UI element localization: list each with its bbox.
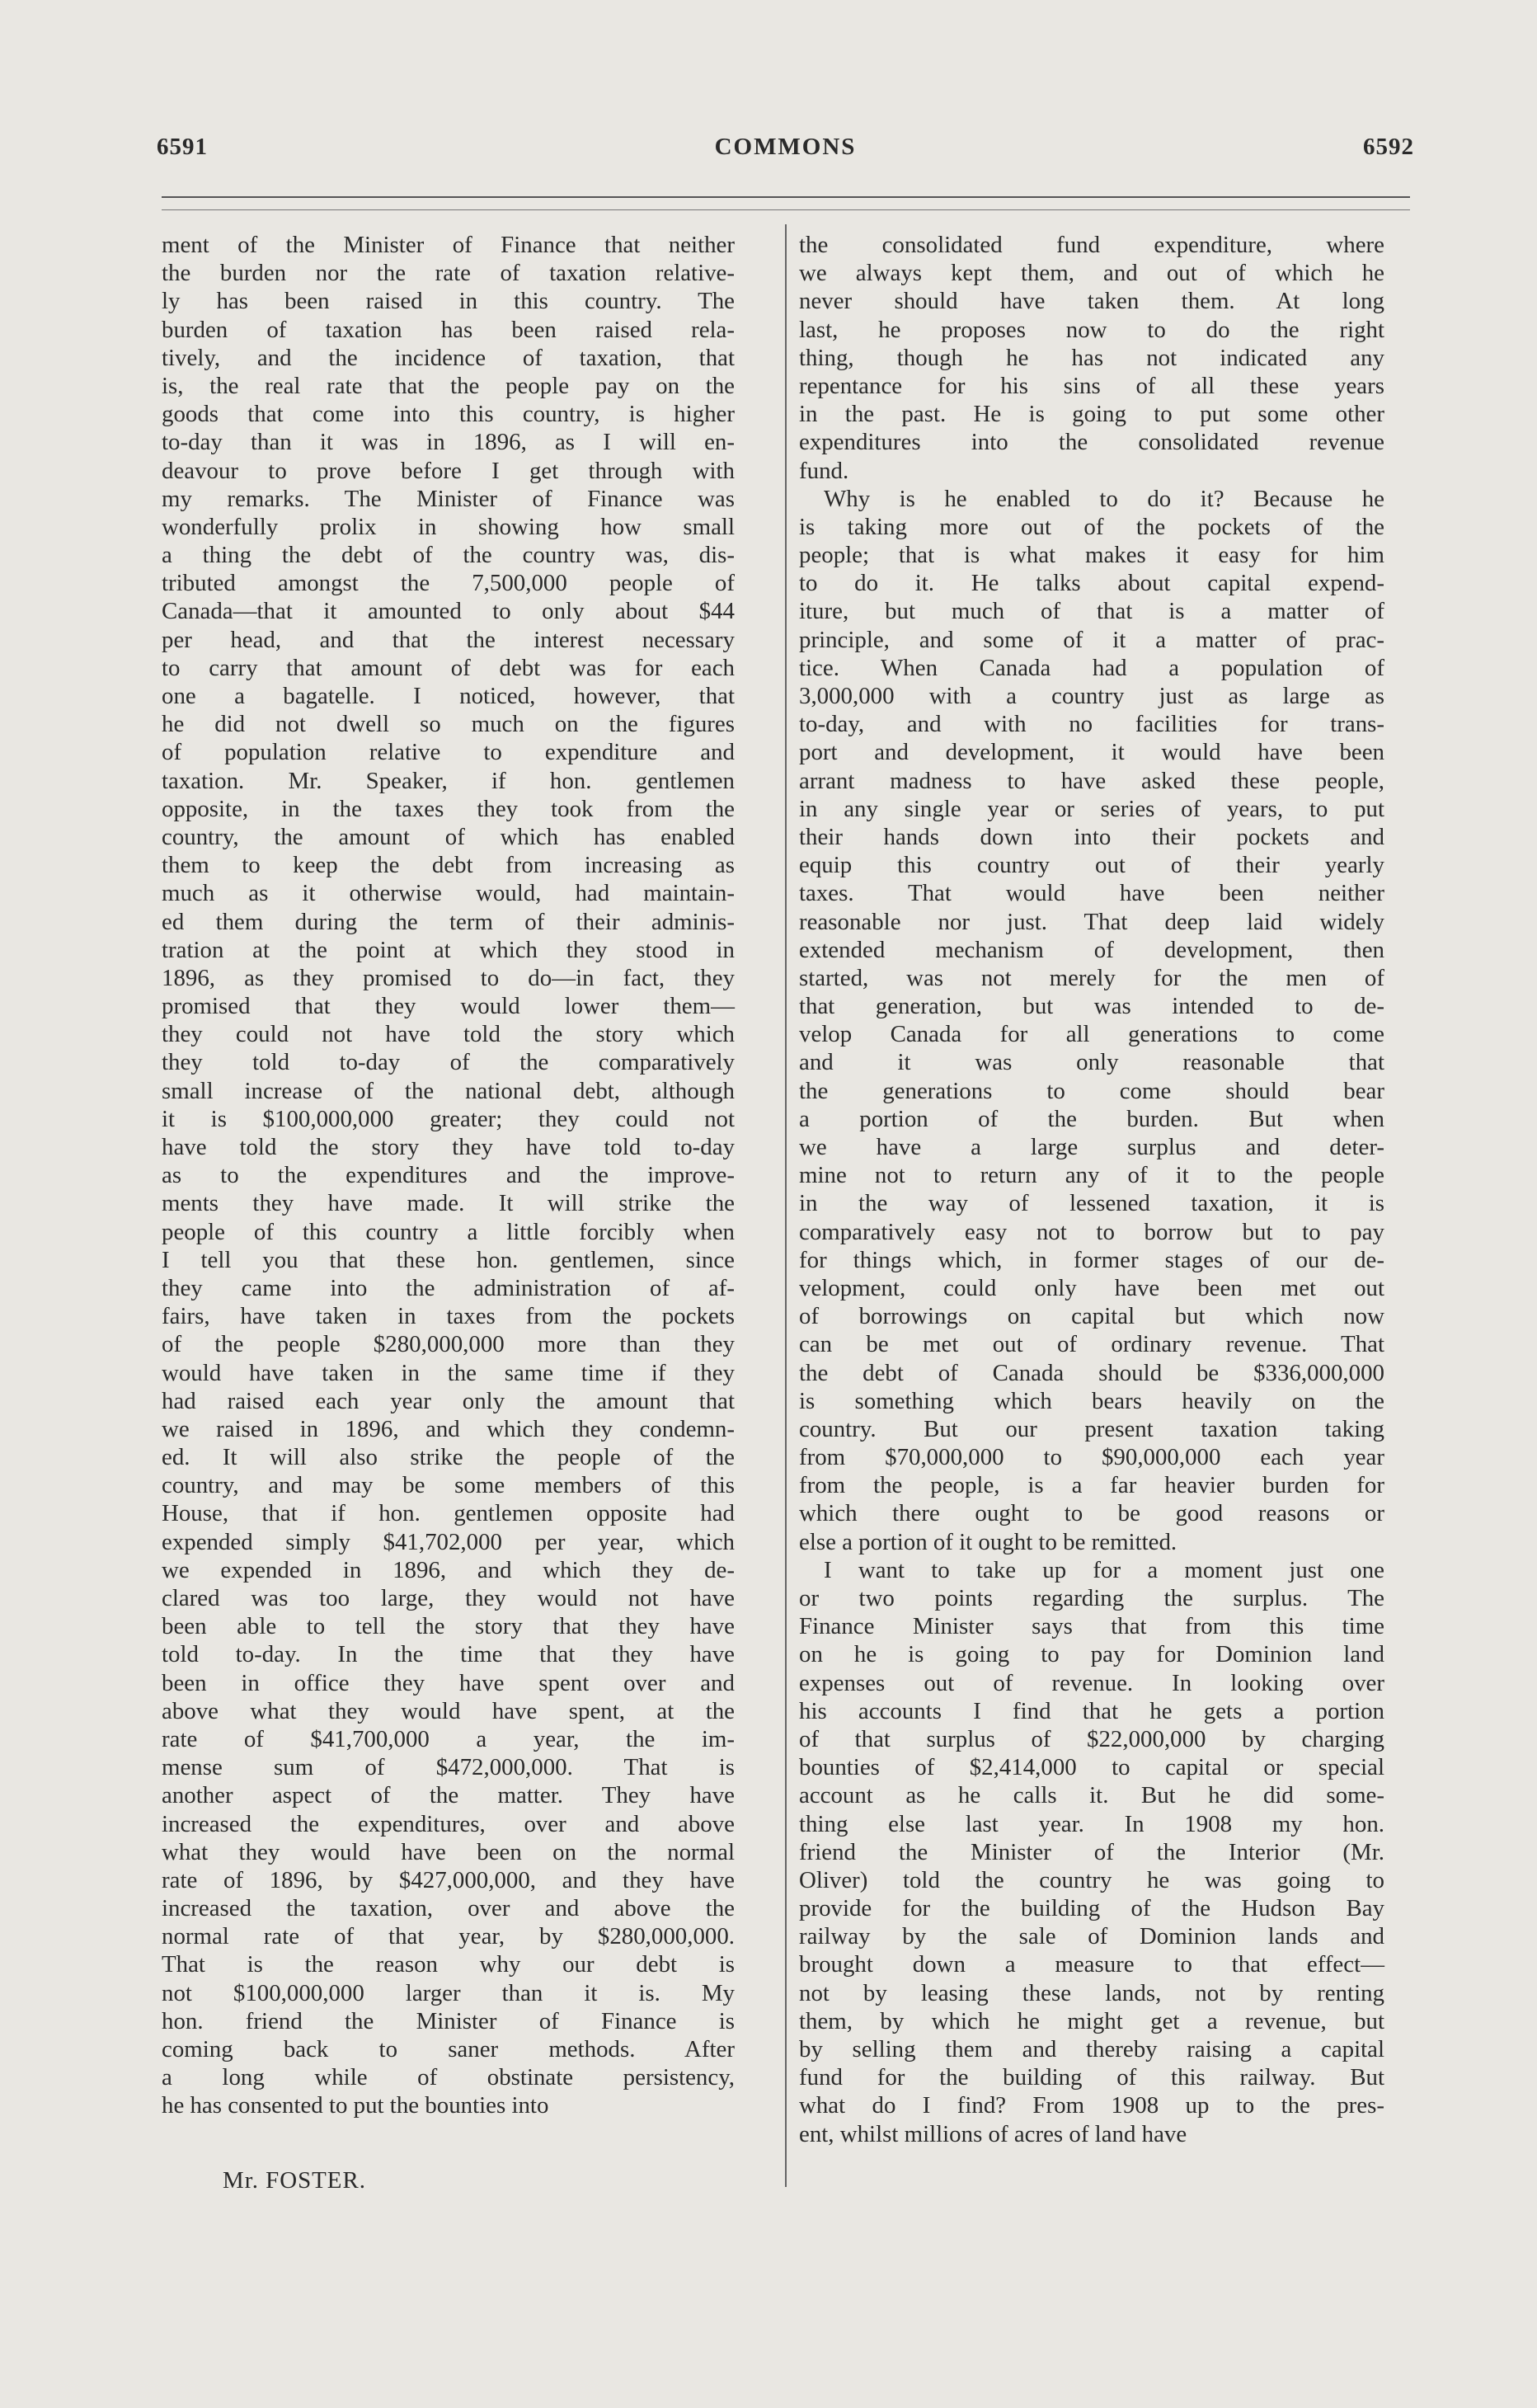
text-line: country, the amount of which has enabled — [162, 823, 735, 850]
text-line: a thing the debt of the country was, dis- — [162, 542, 735, 569]
text-line: in any single year or series of years, to put — [799, 795, 1384, 822]
text-line: have told the story they have told to-day — [162, 1134, 735, 1160]
text-line: not by leasing these lands, not by renting — [799, 1979, 1384, 2006]
text-line: to do it. He talks about capital expend- — [799, 570, 1384, 597]
text-line: to carry that amount of debt was for each — [162, 654, 735, 681]
text-line: Canada—that it amounted to only about $44 — [162, 598, 735, 625]
text-line: of borrowings on capital but which now — [799, 1303, 1384, 1330]
page-number-right: 6592 — [1363, 134, 1414, 160]
text-line: 3,000,000 with a country just as large as — [799, 683, 1384, 709]
text-line: increased the expenditures, over and above — [162, 1810, 735, 1837]
text-line: people; that is what makes it easy for him — [799, 542, 1384, 569]
text-line: ent, whilst millions of acres of land have — [799, 2120, 1187, 2147]
text-line: we have a large surplus and deter- — [799, 1134, 1384, 1160]
text-line: what they would have been on the normal — [162, 1838, 735, 1865]
header-rule-bottom — [162, 209, 1410, 210]
text-line: and it was only reasonable that — [799, 1049, 1384, 1076]
text-line: from $70,000,000 to $90,000,000 each year — [799, 1444, 1384, 1471]
text-line: fund for the building of this railway. But — [799, 2064, 1384, 2091]
text-line: which there ought to be good reasons or — [799, 1500, 1384, 1527]
text-line: in the way of lessened taxation, it is — [799, 1190, 1384, 1217]
text-line: equip this country out of their yearly — [799, 852, 1384, 879]
text-line: we raised in 1896, and which they condemn- — [162, 1415, 735, 1442]
text-line: is something which bears heavily on the — [799, 1387, 1384, 1414]
text-line: velopment, could only have been met out — [799, 1274, 1384, 1301]
column-divider — [785, 224, 787, 2187]
text-line: people of this country a little forcibly when — [162, 1218, 735, 1245]
text-line: country. But our present taxation taking — [799, 1415, 1384, 1442]
text-line: promised that they would lower them— — [162, 993, 735, 1020]
text-line: in the past. He is going to put some other — [799, 401, 1384, 428]
text-line: extended mechanism of development, then — [799, 936, 1384, 963]
text-line: mine not to return any of it to the people — [799, 1162, 1384, 1189]
text-line: on he is going to pay for Dominion land — [799, 1641, 1384, 1668]
text-line: coming back to saner methods. After — [162, 2036, 735, 2062]
running-title: COMMONS — [714, 134, 857, 160]
text-line: one a bagatelle. I noticed, however, that — [162, 683, 735, 709]
text-line: burden of taxation has been raised rela- — [162, 316, 735, 343]
text-line: iture, but much of that is a matter of — [799, 598, 1384, 625]
text-line: by selling them and thereby raising a capital — [799, 2036, 1384, 2062]
text-line: rate of 1896, by $427,000,000, and they have — [162, 1866, 735, 1893]
text-line: taxes. That would have been neither — [799, 880, 1384, 907]
text-line: thing, though he has not indicated any — [799, 344, 1384, 371]
page-header — [157, 134, 1414, 167]
text-line: of that surplus of $22,000,000 by charging — [799, 1725, 1384, 1752]
text-line: provide for the building of the Hudson Bay — [799, 1895, 1384, 1922]
text-line: or two points regarding the surplus. The — [799, 1585, 1384, 1611]
text-line: ed them during the term of their adminis- — [162, 908, 735, 935]
text-line: to-day, and with no facilities for trans- — [799, 711, 1384, 738]
text-line: from the people, is a far heavier burden for — [799, 1472, 1384, 1499]
text-line: taxation. Mr. Speaker, if hon. gentlemen — [162, 767, 735, 794]
text-line: them, by which he might get a revenue, but — [799, 2007, 1384, 2034]
text-line: another aspect of the matter. They have — [162, 1782, 735, 1809]
header-rule-top — [162, 196, 1410, 198]
text-line: reasonable nor just. That deep laid widely — [799, 908, 1384, 935]
text-line: much as it otherwise would, had maintain- — [162, 880, 735, 907]
text-line: ly has been raised in this country. The — [162, 288, 735, 315]
text-line: had raised each year only the amount that — [162, 1387, 735, 1414]
text-line: can be met out of ordinary revenue. That — [799, 1331, 1384, 1358]
text-line: velop Canada for all generations to come — [799, 1021, 1384, 1048]
text-line: my remarks. The Minister of Finance was — [162, 485, 735, 512]
page-number-left: 6591 — [157, 134, 208, 160]
text-line: we expended in 1896, and which they de- — [162, 1556, 735, 1583]
text-line: hon. friend the Minister of Finance is — [162, 2007, 735, 2034]
text-line: it is $100,000,000 greater; they could not — [162, 1105, 735, 1132]
text-line: as to the expenditures and the improve- — [162, 1162, 735, 1189]
text-line: 1896, as they promised to do—in fact, they — [162, 964, 735, 991]
text-line: they told to-day of the comparatively — [162, 1049, 735, 1076]
text-line: deavour to prove before I get through with — [162, 457, 735, 484]
text-line: comparatively easy not to borrow but to pay — [799, 1218, 1384, 1245]
text-line: repentance for his sins of all these years — [799, 372, 1384, 399]
text-line: the debt of Canada should be $336,000,000 — [799, 1359, 1384, 1386]
text-line: I tell you that these hon. gentlemen, since — [162, 1246, 735, 1273]
text-line: is taking more out of the pockets of the — [799, 513, 1384, 540]
text-line: not $100,000,000 larger than it is. My — [162, 1979, 735, 2006]
text-line: the generations to come should bear — [799, 1077, 1384, 1104]
text-line: ed. It will also strike the people of the — [162, 1444, 735, 1471]
text-line: account as he calls it. But he did some- — [799, 1782, 1384, 1809]
text-line: ment of the Minister of Finance that neither — [162, 232, 735, 258]
text-line: fund. — [799, 457, 849, 484]
text-line: arrant madness to have asked these people, — [799, 767, 1384, 794]
text-line: Why is he enabled to do it? Because he — [824, 485, 1384, 512]
text-line: told to-day. In the time that they have — [162, 1641, 735, 1668]
text-line: ments they have made. It will strike the — [162, 1190, 735, 1217]
text-line: what do I find? From 1908 up to the pres- — [799, 2092, 1384, 2119]
text-line: expenses out of revenue. In looking over — [799, 1669, 1384, 1696]
text-line: port and development, it would have been — [799, 739, 1384, 766]
text-line: wonderfully prolix in showing how small — [162, 513, 735, 540]
text-line: is, the real rate that the people pay on the — [162, 372, 735, 399]
text-line: last, he proposes now to do the right — [799, 316, 1384, 343]
text-line: he has consented to put the bounties into — [162, 2092, 549, 2119]
text-line: railway by the sale of Dominion lands and — [799, 1923, 1384, 1950]
text-line: a long while of obstinate persistency, — [162, 2064, 735, 2091]
text-line: the consolidated fund expenditure, where — [799, 232, 1384, 258]
text-line: been able to tell the story that they have — [162, 1613, 735, 1640]
text-line: rate of $41,700,000 a year, the im- — [162, 1725, 735, 1752]
text-line: been in office they have spent over and — [162, 1669, 735, 1696]
text-line: clared was too large, they would not have — [162, 1585, 735, 1611]
text-line: their hands down into their pockets and — [799, 823, 1384, 850]
text-line: a portion of the burden. But when — [799, 1105, 1384, 1132]
text-line: his accounts I find that he gets a portion — [799, 1697, 1384, 1724]
text-line: House, that if hon. gentlemen opposite had — [162, 1500, 735, 1527]
speaker-footer: Mr. FOSTER. — [223, 2167, 366, 2194]
text-line: the burden nor the rate of taxation relative- — [162, 260, 735, 287]
text-line: never should have taken them. At long — [799, 288, 1384, 315]
text-line: of population relative to expenditure and — [162, 739, 735, 766]
text-line: opposite, in the taxes they took from the — [162, 795, 735, 822]
text-line: to-day than it was in 1896, as I will en- — [162, 429, 735, 456]
text-line: expended simply $41,702,000 per year, which — [162, 1528, 735, 1555]
text-line: bounties of $2,414,000 to capital or special — [799, 1754, 1384, 1781]
text-line: principle, and some of it a matter of prac- — [799, 626, 1384, 653]
text-line: mense sum of $472,000,000. That is — [162, 1754, 735, 1781]
text-line: tration at the point at which they stood in — [162, 936, 735, 963]
text-line: friend the Minister of the Interior (Mr. — [799, 1838, 1384, 1865]
text-line: small increase of the national debt, although — [162, 1077, 735, 1104]
right-column — [799, 231, 1384, 2148]
text-line: increased the taxation, over and above the — [162, 1895, 735, 1922]
text-line: goods that come into this country, is higher — [162, 401, 735, 428]
text-line: they came into the administration of af- — [162, 1274, 735, 1301]
text-line: of the people $280,000,000 more than they — [162, 1331, 735, 1358]
text-line: started, was not merely for the men of — [799, 964, 1384, 991]
text-line: fairs, have taken in taxes from the pockets — [162, 1303, 735, 1330]
text-line: normal rate of that year, by $280,000,000. — [162, 1923, 735, 1950]
text-line: brought down a measure to that effect— — [799, 1951, 1384, 1978]
text-line: Finance Minister says that from this time — [799, 1613, 1384, 1640]
text-line: tice. When Canada had a population of — [799, 654, 1384, 681]
text-line: that generation, but was intended to de- — [799, 993, 1384, 1020]
text-line: them to keep the debt from increasing as — [162, 852, 735, 879]
text-line: we always kept them, and out of which he — [799, 260, 1384, 287]
text-line: they could not have told the story which — [162, 1021, 735, 1048]
text-line: would have taken in the same time if they — [162, 1359, 735, 1386]
text-line: else a portion of it ought to be remitted. — [799, 1528, 1177, 1555]
text-line: thing else last year. In 1908 my hon. — [799, 1810, 1384, 1837]
text-line: per head, and that the interest necessary — [162, 626, 735, 653]
left-column — [162, 231, 735, 2120]
text-line: Oliver) told the country he was going to — [799, 1866, 1384, 1893]
text-line: expenditures into the consolidated revenue — [799, 429, 1384, 456]
text-line: country, and may be some members of this — [162, 1472, 735, 1499]
text-line: I want to take up for a moment just one — [824, 1556, 1384, 1583]
text-line: That is the reason why our debt is — [162, 1951, 735, 1978]
text-line: for things which, in former stages of our de- — [799, 1246, 1384, 1273]
text-line: tively, and the incidence of taxation, that — [162, 344, 735, 371]
text-line: he did not dwell so much on the figures — [162, 711, 735, 738]
text-line: above what they would have spent, at the — [162, 1697, 735, 1724]
text-line: tributed amongst the 7,500,000 people of — [162, 570, 735, 597]
